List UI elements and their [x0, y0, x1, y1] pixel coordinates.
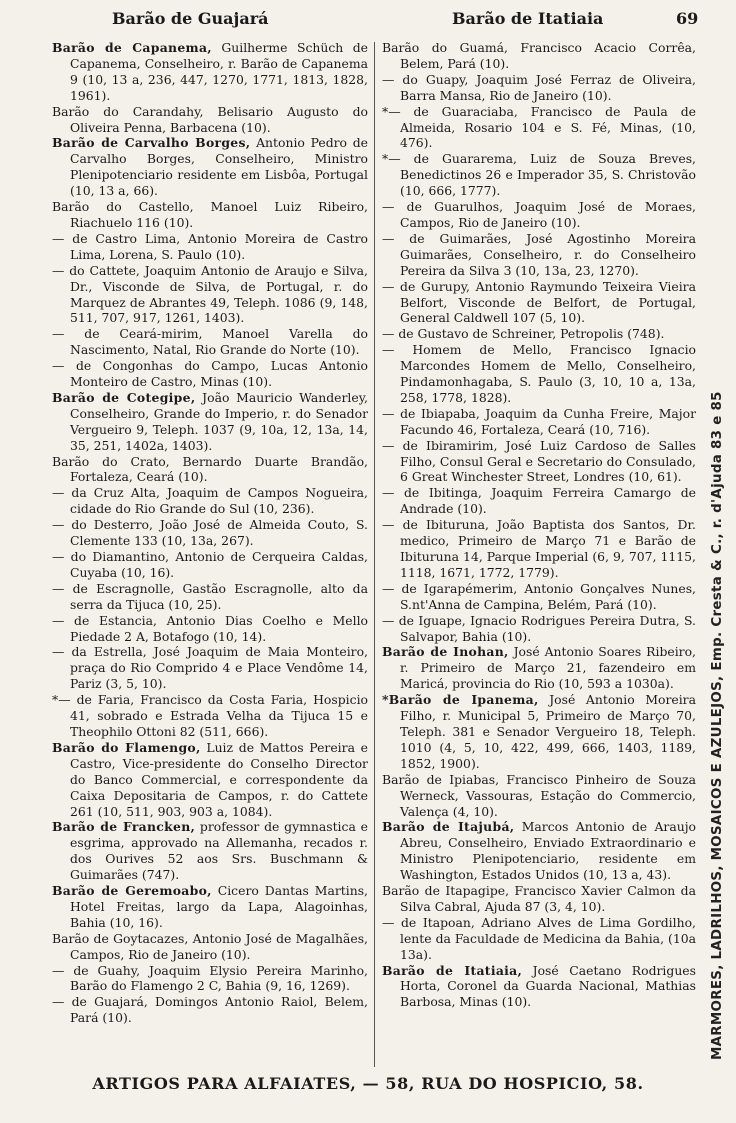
- entry-text: — de Congonhas do Campo, Lucas Antonio Monteiro de Castro, Minas (10).: [52, 358, 368, 390]
- directory-entry: [52, 104, 368, 136]
- entry-text: Barão de Ipiabas, Francisco Pinheiro de Souza Werneck, Vassouras, Estação do Commercio, Valença (4, 10).: [382, 771, 696, 819]
- footer-advertisement: ARTIGOS PARA ALFAIATES, — 58, RUA DO HOSPICIO, 58.: [92, 1074, 644, 1093]
- entry-text: Guilherme Schüch de Capanema, Conselheiro, r. Barão de Capanema 9 (10, 13 a, 236, 447, 1270, 1771, 1813, 1828, 1961).: [70, 40, 368, 103]
- directory-entry: [52, 740, 368, 820]
- directory-entry: [52, 692, 368, 740]
- page-header: [0, 6, 736, 32]
- directory-entry: [52, 644, 368, 692]
- entry-text: — da Estrella, José Joaquim de Maia Monteiro, praça do Rio Comprido 4 e Place Vendôme 14, Pariz (3, 5, 10).: [52, 644, 368, 692]
- entry-text: — de Gurupy, Antonio Raymundo Teixeira Vieira Belfort, Visconde de Belfort, de Portugal, General Caldwell 107 (5, 10).: [382, 278, 696, 326]
- directory-entry: [52, 231, 368, 263]
- entry-text: Barão do Guamá, Francisco Acacio Corrêa, Belem, Pará (10).: [382, 40, 696, 71]
- directory-entry: [52, 485, 368, 517]
- entry-text: José Caetano Rodrigues Horta, Coronel da Guarda Nacional, Mathias Barbosa, Minas (10).: [400, 962, 696, 1010]
- entry-head: Barão de Francken,: [52, 819, 196, 835]
- entry-head: Barão de Itatiaia,: [382, 962, 523, 978]
- entry-text: — de Ibiramirim, José Luiz Cardoso de Salles Filho, Consul Geral e Secretario do Consulado, 6 Great Winchester Street, Londres (10, 61).: [382, 437, 696, 485]
- entry-text: Barão de Itapagipe, Francisco Xavier Calmon da Silva Cabral, Ajuda 87 (3, 4, 10).: [382, 883, 696, 914]
- right-column: [382, 40, 696, 1070]
- page-number: 69: [676, 9, 699, 28]
- directory-entry: [52, 963, 368, 995]
- directory-entry: [382, 151, 696, 199]
- entry-text: — de Guarulhos, Joaquim José de Moraes, Campos, Rio de Janeiro (10).: [382, 199, 696, 230]
- entry-text: Barão do Castello, Manoel Luiz Ribeiro, Riachuelo 116 (10).: [52, 199, 368, 230]
- running-head-left: Barão de Guajará: [112, 9, 269, 28]
- directory-entry: [52, 358, 368, 390]
- entry-text: professor de gymnastica e esgrima, approvado na Allemanha, recados r. dos Ourives 52 aos Srs. Buschmann & Guimarães (747).: [70, 819, 368, 883]
- directory-entry: [382, 199, 696, 231]
- entry-head: Barão de Carvalho Borges,: [52, 135, 251, 151]
- directory-entry: [382, 326, 696, 342]
- entry-text: Antonio Pedro de Carvalho Borges, Conselheiro, Ministro Plenipotenciario residente em Lisbôa, Portugal (10, 13 a, 66).: [70, 135, 368, 199]
- column-divider: [374, 42, 375, 1067]
- entry-head: Barão do Flamengo,: [52, 739, 201, 755]
- directory-entry: [52, 549, 368, 581]
- entry-text: — de Ceará-mirim, Manoel Varella do Nascimento, Natal, Rio Grande do Norte (10).: [52, 326, 368, 358]
- directory-entry: [52, 199, 368, 231]
- entry-text: *— de Faria, Francisco da Costa Faria, Hospicio 41, sobrado e Estrada Velha da Tijuca 15 e Theophilo Ottoni 82 (511, 666).: [52, 692, 368, 739]
- entry-text: — de Castro Lima, Antonio Moreira de Castro Lima, Lorena, S. Paulo (10).: [52, 230, 368, 262]
- directory-entry: [382, 104, 696, 152]
- entry-text: José Antonio Moreira Filho, r. Municipal 5, Primeiro de Março 70, Teleph. 381 e Senador Vergueiro 18, Teleph. 1010 (4, 5, 10, 422, 499, 666, 1403, 1189, 1852, 1900).: [400, 692, 696, 771]
- directory-entry: [382, 581, 696, 613]
- directory-entry: [52, 581, 368, 613]
- entry-text: — de Estancia, Antonio Dias Coelho e Mello Piedade 2 A, Botafogo (10, 14).: [52, 612, 368, 644]
- entry-text: João Mauricio Wanderley, Conselheiro, Grande do Imperio, r. do Senador Vergueiro 9, Teleph. 1037 (9, 10a, 12, 13a, 14, 35, 251, 1402a, 1403).: [70, 389, 368, 453]
- entry-text: — de Igarapémerim, Antonio Gonçalves Nunes, S.nt'Anna de Campina, Belém, Pará (10).: [382, 580, 696, 612]
- entry-head: Barão de Capanema,: [52, 40, 212, 55]
- entry-text: — de Itapoan, Adriano Alves de Lima Gordilho, lente da Faculdade de Medicina da Bahia, (10a 13a).: [382, 914, 696, 962]
- entry-text: — do Cattete, Joaquim Antonio de Araujo e Silva, Dr., Visconde de Silva, de Portugal, r. do Marquez de Abrantes 49, Teleph. 1086 (9, 148, 511, 707, 917, 1261, 1403).: [52, 262, 368, 326]
- directory-entry: [52, 135, 368, 199]
- entry-text: Barão de Goytacazes, Antonio José de Magalhães, Campos, Rio de Janeiro (10).: [52, 930, 368, 962]
- left-column: [52, 40, 368, 1070]
- entry-text: Barão do Carandahy, Belisario Augusto do Oliveira Penna, Barbacena (10).: [52, 103, 368, 135]
- entry-text: — de Ibiapaba, Joaquim da Cunha Freire, Major Facundo 46, Fortaleza, Ceará (10, 716).: [382, 405, 696, 437]
- entry-text: — de Gustavo de Schreiner, Petropolis (748).: [382, 326, 665, 342]
- entry-text: — do Desterro, João José de Almeida Couto, S. Clemente 133 (10, 13a, 267).: [52, 517, 368, 549]
- directory-entry: [52, 263, 368, 327]
- entry-text: — de Guajará, Domingos Antonio Raiol, Belem, Pará (10).: [52, 994, 368, 1026]
- directory-entry: [382, 692, 696, 772]
- directory-entry: [52, 819, 368, 883]
- directory-entry: [382, 72, 696, 104]
- directory-entry: [382, 279, 696, 327]
- entry-head: Barão de Geremoabo,: [52, 883, 212, 899]
- directory-entry: [52, 994, 368, 1026]
- side-advertisement-text: MARMORES, LADRILHOS, MOSAICOS E AZULEJOS, Emp. Cresta & C., r. d'Ajuda 83 e 85: [710, 391, 725, 1060]
- entry-text: Luiz de Mattos Pereira e Castro, Vice-presidente do Conselho Director do Banco Commercial, e correspondente da Caixa Depositaria de Campos, r. do Cattete 261 (10, 511, 903, 903 a, 1084).: [70, 739, 368, 819]
- entry-text: — de Escragnolle, Gastão Escragnolle, alto da serra da Tijuca (10, 25).: [52, 580, 368, 612]
- directory-entry: [382, 406, 696, 438]
- directory-entry: [52, 326, 368, 358]
- entry-text: — Homem de Mello, Francisco Ignacio Marcondes Homem de Mello, Conselheiro, Pindamonhagaba, S. Paulo (3, 10, 10 a, 13a, 258, 1778, 1828).: [382, 342, 696, 405]
- entry-text: — do Diamantino, Antonio de Cerqueira Caldas, Cuyaba (10, 16).: [52, 549, 368, 580]
- directory-entry: [52, 613, 368, 645]
- entry-head: *Barão de Ipanema,: [382, 692, 539, 708]
- entry-text: — do Guapy, Joaquim José Ferraz de Oliveira, Barra Mansa, Rio de Janeiro (10).: [382, 71, 696, 103]
- directory-entry: [382, 231, 696, 279]
- directory-entry: [382, 644, 696, 692]
- entry-head: Barão de Cotegipe,: [52, 389, 196, 405]
- entry-text: — de Iguape, Ignacio Rodrigues Pereira Dutra, S. Salvapor, Bahia (10).: [382, 612, 696, 644]
- entry-text: — de Ibituruna, João Baptista dos Santos, Dr. medico, Primeiro de Março 71 e Barão de Ibituruna 14, Parque Imperial (6, 9, 707, 1115, 1118, 1671, 1772, 1779).: [382, 517, 696, 580]
- directory-entry: [52, 390, 368, 454]
- directory-entry: [382, 485, 696, 517]
- entry-head: Barão de Itajubá,: [382, 819, 515, 835]
- directory-entry: [52, 517, 368, 549]
- entry-text: José Antonio Soares Ribeiro, r. Primeiro de Março 21, fazendeiro em Maricá, provincia do Rio (10, 593 a 1030a).: [400, 644, 696, 692]
- directory-entry: [382, 40, 696, 72]
- directory-entry: [382, 819, 696, 883]
- entry-text: Marcos Antonio de Araujo Abreu, Conselheiro, Enviado Extraordinario e Ministro Plenipotenciario, residente em Washington, Estados Unidos (10, 13 a, 43).: [400, 819, 696, 883]
- directory-entry: [382, 772, 696, 820]
- entry-text: Cicero Dantas Martins, Hotel Freitas, largo da Lapa, Alagoinhas, Bahia (10, 16).: [70, 883, 368, 930]
- directory-entry: [52, 40, 368, 104]
- directory-entry: [382, 915, 696, 963]
- entry-text: — de Ibitinga, Joaquim Ferreira Camargo de Andrade (10).: [382, 485, 696, 517]
- entry-text: *— de Guararema, Luiz de Souza Breves, Benedictinos 26 e Imperador 35, S. Christovão (10, 666, 1777).: [382, 151, 696, 199]
- directory-entry: [382, 438, 696, 486]
- entry-text: — de Guahy, Joaquim Elysio Pereira Marinho, Barão do Flamengo 2 C, Bahia (9, 16, 1269).: [52, 962, 368, 994]
- directory-entry: [382, 517, 696, 581]
- running-head-right: Barão de Itatiaia: [452, 9, 604, 28]
- directory-entry: [382, 883, 696, 915]
- entry-head: Barão de Inohan,: [382, 644, 509, 660]
- side-advertisement: [704, 60, 732, 1070]
- directory-entry: [382, 963, 696, 1011]
- directory-entry: [52, 931, 368, 963]
- directory-entry: [382, 342, 696, 406]
- directory-entry: [52, 454, 368, 486]
- entry-text: — de Guimarães, José Agostinho Moreira Guimarães, Conselheiro, r. do Conselheiro Pereira da Silva 3 (10, 13a, 23, 1270).: [382, 230, 696, 278]
- directory-entry: [52, 883, 368, 931]
- entry-text: Barão do Crato, Bernardo Duarte Brandão, Fortaleza, Ceará (10).: [52, 453, 368, 485]
- entry-text: — da Cruz Alta, Joaquim de Campos Nogueira, cidade do Rio Grande do Sul (10, 236).: [52, 485, 368, 517]
- entry-text: *— de Guaraciaba, Francisco de Paula de Almeida, Rosario 104 e S. Fé, Minas, (10, 476).: [382, 103, 696, 151]
- directory-entry: [382, 613, 696, 645]
